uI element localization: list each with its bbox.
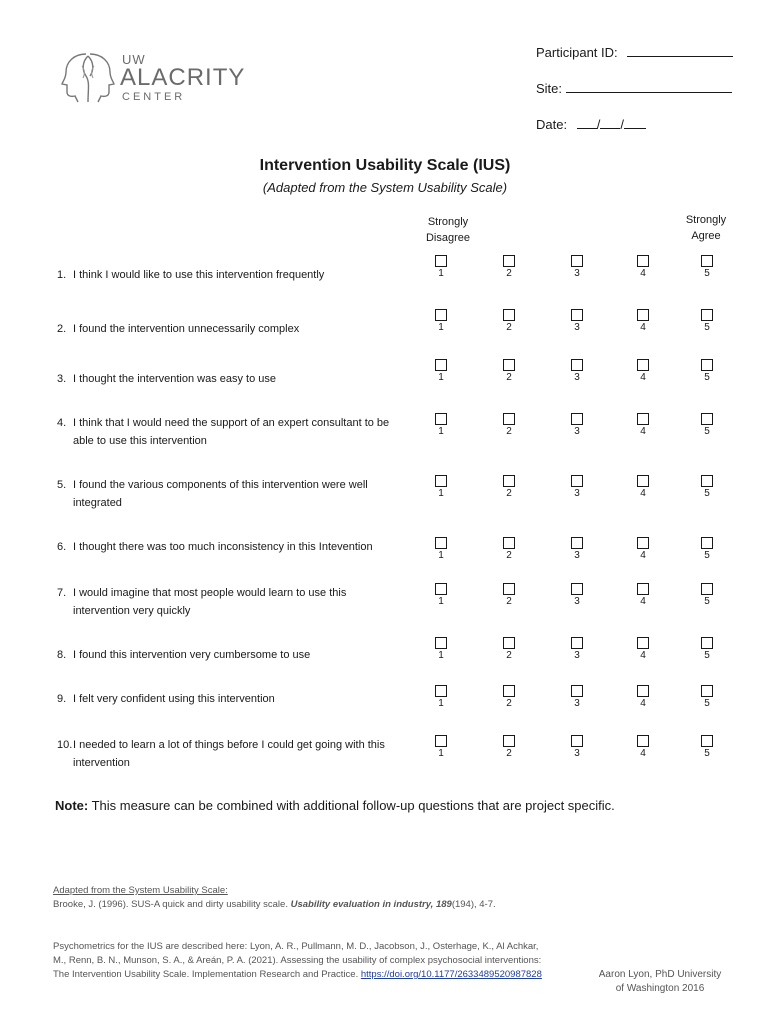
checkbox[interactable] [571, 735, 583, 747]
question-8 [57, 646, 397, 664]
question-3-option-2[interactable] [499, 359, 519, 383]
option-number: 2 [506, 426, 512, 437]
question-3 [57, 370, 397, 388]
option-number: 2 [506, 748, 512, 759]
question-text: I thought there was too much inconsistency in this Intevention [73, 541, 373, 553]
checkbox[interactable] [701, 637, 713, 649]
question-9-option-2[interactable] [499, 685, 519, 709]
checkbox[interactable] [435, 637, 447, 649]
option-number: 4 [640, 596, 646, 607]
question-1-option-1[interactable] [431, 255, 451, 279]
reference-brooke-citation [53, 898, 533, 912]
checkbox[interactable] [637, 359, 649, 371]
checkbox[interactable] [435, 413, 447, 425]
question-8-option-5[interactable] [697, 637, 717, 661]
date-separator: / [596, 117, 601, 132]
anchor-left-line2: Disagree [425, 232, 471, 244]
alacrity-logo [58, 48, 246, 108]
checkbox[interactable] [571, 359, 583, 371]
checkbox[interactable] [637, 583, 649, 595]
option-number: 5 [704, 550, 710, 561]
credit [585, 968, 735, 996]
option-number: 5 [704, 596, 710, 607]
question-1-option-4[interactable] [633, 255, 653, 279]
question-3-option-3[interactable] [567, 359, 587, 383]
question-2-option-5[interactable] [697, 309, 717, 333]
question-8-option-3[interactable] [567, 637, 587, 661]
checkbox[interactable] [637, 735, 649, 747]
brooke-authors: Brooke, J. (1996). SUS-A quick and dirty usability scale. [53, 899, 291, 910]
question-2-option-2[interactable] [499, 309, 519, 333]
question-2 [57, 320, 397, 338]
reference-lyon [53, 940, 553, 982]
option-number: 1 [438, 488, 444, 499]
anchor-left-line1: Strongly [427, 216, 469, 228]
checkbox[interactable] [701, 413, 713, 425]
question-4-option-3[interactable] [567, 413, 587, 437]
page-subtitle: (Adapted from the System Usability Scale) [262, 180, 508, 195]
checkbox[interactable] [571, 685, 583, 697]
option-number: 5 [704, 650, 710, 661]
option-number: 2 [506, 372, 512, 383]
checkbox[interactable] [637, 685, 649, 697]
site-blank[interactable] [566, 80, 732, 93]
checkbox[interactable] [701, 685, 713, 697]
logo-center: CENTER [122, 91, 186, 103]
checkbox[interactable] [571, 255, 583, 267]
question-2-option-1[interactable] [431, 309, 451, 333]
question-text: I needed to learn a lot of things before I could get going with this intervention [73, 739, 385, 769]
question-6-option-5[interactable] [697, 537, 717, 561]
question-number: 3. [57, 373, 67, 385]
option-number: 1 [438, 650, 444, 661]
question-8-option-4[interactable] [633, 637, 653, 661]
checkbox[interactable] [435, 583, 447, 595]
question-4-option-5[interactable] [697, 413, 717, 437]
question-text: I found this intervention very cumbersome to use [73, 649, 311, 661]
question-6-option-4[interactable] [633, 537, 653, 561]
option-number: 3 [574, 596, 580, 607]
checkbox[interactable] [701, 735, 713, 747]
question-6-option-3[interactable] [567, 537, 587, 561]
option-number: 5 [704, 748, 710, 759]
question-3-option-4[interactable] [633, 359, 653, 383]
question-7-option-1[interactable] [431, 583, 451, 607]
checkbox[interactable] [571, 637, 583, 649]
option-number: 5 [704, 698, 710, 709]
checkbox[interactable] [435, 475, 447, 487]
question-number: 7. [57, 587, 67, 599]
question-10-option-3[interactable] [567, 735, 587, 759]
option-number: 4 [640, 426, 646, 437]
question-number: 1. [57, 269, 67, 281]
checkbox[interactable] [701, 475, 713, 487]
question-number: 10. [57, 739, 73, 751]
checkbox[interactable] [637, 255, 649, 267]
question-10-option-5[interactable] [697, 735, 717, 759]
option-number: 3 [574, 748, 580, 759]
option-number: 4 [640, 550, 646, 561]
question-text: I would imagine that most people would learn to use this intervention very quickly [73, 587, 347, 617]
option-number: 1 [438, 698, 444, 709]
page-title: Intervention Usability Scale (IUS) [259, 157, 511, 174]
credit-line2: of Washington 2016 [615, 983, 705, 994]
question-5-option-4[interactable] [633, 475, 653, 499]
question-text: I found the intervention unnecessarily complex [73, 323, 300, 335]
checkbox[interactable] [637, 475, 649, 487]
anchor-strongly-agree [676, 212, 736, 244]
date-month-blank[interactable] [577, 116, 597, 129]
question-10 [57, 736, 397, 772]
question-4-option-2[interactable] [499, 413, 519, 437]
question-number: 2. [57, 323, 67, 335]
date-field[interactable] [536, 116, 646, 132]
question-number: 5. [57, 479, 67, 491]
checkbox[interactable] [503, 637, 515, 649]
question-10-option-1[interactable] [431, 735, 451, 759]
checkbox[interactable] [701, 359, 713, 371]
option-number: 1 [438, 426, 444, 437]
checkbox[interactable] [435, 359, 447, 371]
question-5-option-5[interactable] [697, 475, 717, 499]
brooke-journal: Usability evaluation in industry, 189 [290, 899, 452, 910]
question-3-option-1[interactable] [431, 359, 451, 383]
question-text: I found the various components of this intervention were well integrated [73, 479, 368, 509]
question-7-option-4[interactable] [633, 583, 653, 607]
question-9-option-1[interactable] [431, 685, 451, 709]
anchor-right-line2: Agree [691, 230, 721, 242]
question-text: I think I would like to use this intervention frequently [73, 269, 325, 281]
option-number: 2 [506, 268, 512, 279]
question-3-option-5[interactable] [697, 359, 717, 383]
checkbox[interactable] [637, 537, 649, 549]
question-9-option-5[interactable] [697, 685, 717, 709]
participant-id-label: Participant ID: [536, 45, 618, 60]
option-number: 2 [506, 550, 512, 561]
option-number: 3 [574, 268, 580, 279]
question-1 [57, 266, 397, 284]
option-number: 4 [640, 698, 646, 709]
checkbox[interactable] [503, 475, 515, 487]
question-4 [57, 414, 397, 450]
question-text: I felt very confident using this intervention [73, 693, 275, 705]
checkbox[interactable] [435, 685, 447, 697]
lyon-doi-link[interactable]: https://doi.org/10.1177/2633489520987828 [360, 969, 542, 980]
question-number: 6. [57, 541, 67, 553]
anchor-strongly-disagree [418, 214, 478, 246]
option-number: 2 [506, 322, 512, 333]
question-10-option-2[interactable] [499, 735, 519, 759]
option-number: 2 [506, 698, 512, 709]
note-label: Note: [55, 798, 89, 813]
checkbox[interactable] [503, 359, 515, 371]
option-number: 4 [640, 650, 646, 661]
checkbox[interactable] [701, 309, 713, 321]
logo-uw: UW [122, 52, 146, 67]
checkbox[interactable] [701, 537, 713, 549]
option-number: 3 [574, 322, 580, 333]
question-7 [57, 584, 397, 620]
question-9-option-4[interactable] [633, 685, 653, 709]
checkbox[interactable] [503, 413, 515, 425]
option-number: 1 [438, 268, 444, 279]
question-1-option-3[interactable] [567, 255, 587, 279]
checkbox[interactable] [637, 637, 649, 649]
question-1-option-5[interactable] [697, 255, 717, 279]
note [55, 798, 615, 813]
option-number: 3 [574, 372, 580, 383]
option-number: 3 [574, 550, 580, 561]
question-5 [57, 476, 397, 512]
option-number: 1 [438, 550, 444, 561]
brooke-pages: (194), 4-7. [451, 899, 496, 910]
option-number: 4 [640, 748, 646, 759]
checkbox[interactable] [637, 413, 649, 425]
question-10-option-4[interactable] [633, 735, 653, 759]
option-number: 4 [640, 488, 646, 499]
option-number: 5 [704, 372, 710, 383]
question-6 [57, 538, 397, 556]
question-7-option-3[interactable] [567, 583, 587, 607]
site-field[interactable] [536, 80, 732, 96]
twin-heads-icon [58, 48, 118, 106]
checkbox[interactable] [435, 537, 447, 549]
option-number: 4 [640, 372, 646, 383]
checkbox[interactable] [435, 735, 447, 747]
participant-id-blank[interactable] [627, 44, 733, 57]
checkbox[interactable] [571, 583, 583, 595]
option-number: 1 [438, 372, 444, 383]
question-9-option-3[interactable] [567, 685, 587, 709]
question-4-option-4[interactable] [633, 413, 653, 437]
option-number: 4 [640, 268, 646, 279]
checkbox[interactable] [503, 735, 515, 747]
option-number: 1 [438, 748, 444, 759]
question-2-option-3[interactable] [567, 309, 587, 333]
checkbox[interactable] [435, 309, 447, 321]
question-8-option-1[interactable] [431, 637, 451, 661]
checkbox[interactable] [571, 413, 583, 425]
reference-adapted-heading: Adapted from the System Usability Scale: [53, 885, 228, 896]
checkbox[interactable] [701, 583, 713, 595]
checkbox[interactable] [571, 309, 583, 321]
option-number: 2 [506, 650, 512, 661]
question-5-option-1[interactable] [431, 475, 451, 499]
reference-brooke [53, 884, 533, 912]
question-2-option-4[interactable] [633, 309, 653, 333]
option-number: 5 [704, 426, 710, 437]
checkbox[interactable] [503, 537, 515, 549]
checkbox[interactable] [503, 685, 515, 697]
checkbox[interactable] [637, 309, 649, 321]
question-5-option-3[interactable] [567, 475, 587, 499]
option-number: 3 [574, 426, 580, 437]
date-label: Date: [536, 117, 568, 132]
question-number: 9. [57, 693, 67, 705]
date-day-blank[interactable] [600, 116, 620, 129]
option-number: 1 [438, 596, 444, 607]
anchor-right-line1: Strongly [685, 214, 727, 226]
option-number: 3 [574, 698, 580, 709]
option-number: 2 [506, 488, 512, 499]
option-number: 5 [704, 268, 710, 279]
question-5-option-2[interactable] [499, 475, 519, 499]
site-label: Site: [536, 81, 563, 96]
question-8-option-2[interactable] [499, 637, 519, 661]
question-number: 4. [57, 417, 67, 429]
question-7-option-5[interactable] [697, 583, 717, 607]
question-1-option-2[interactable] [499, 255, 519, 279]
question-6-option-1[interactable] [431, 537, 451, 561]
option-number: 1 [438, 322, 444, 333]
question-6-option-2[interactable] [499, 537, 519, 561]
logo-alacrity: ALACRITY [120, 64, 246, 91]
date-year-blank[interactable] [624, 116, 646, 129]
checkbox[interactable] [435, 255, 447, 267]
participant-id-field[interactable] [536, 44, 733, 60]
checkbox[interactable] [503, 583, 515, 595]
question-9 [57, 690, 397, 708]
checkbox[interactable] [503, 309, 515, 321]
checkbox[interactable] [571, 475, 583, 487]
question-text: I think that I would need the support of an expert consultant to be able to use this intervention [73, 417, 390, 447]
option-number: 3 [574, 488, 580, 499]
checkbox[interactable] [571, 537, 583, 549]
checkbox[interactable] [701, 255, 713, 267]
question-4-option-1[interactable] [431, 413, 451, 437]
credit-line1: Aaron Lyon, PhD University [598, 969, 722, 980]
option-number: 5 [704, 488, 710, 499]
note-text: This measure can be combined with additional follow-up questions that are project specific. [88, 798, 615, 813]
checkbox[interactable] [503, 255, 515, 267]
date-separator: / [620, 117, 624, 132]
option-number: 3 [574, 650, 580, 661]
question-text: I thought the intervention was easy to use [73, 373, 277, 385]
lyon-citation: Psychometrics for the IUS are described here: Lyon, A. R., Pullmann, M. D., Jacobson, J., Osterhage, K., Al Achkar, M., Renn, B. N., Munson, S. A., & Areán, P. A. (2021). Assessing the usability of complex psychosocial interventions: The Intervention Usability Scale. Implementation Research and Practice. [53, 941, 542, 980]
question-7-option-2[interactable] [499, 583, 519, 607]
option-number: 4 [640, 322, 646, 333]
option-number: 5 [704, 322, 710, 333]
option-number: 2 [506, 596, 512, 607]
question-number: 8. [57, 649, 67, 661]
